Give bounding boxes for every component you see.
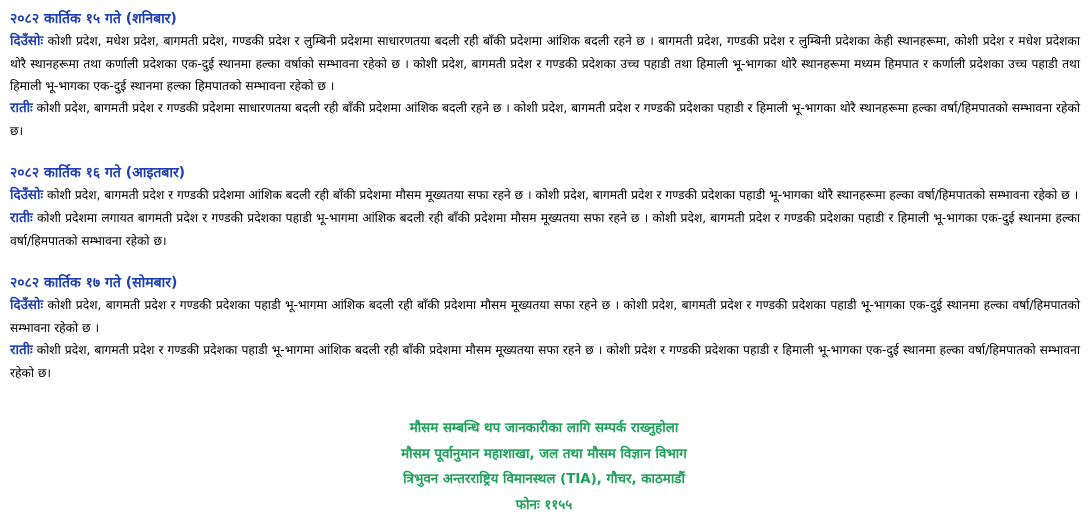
- night-forecast: [10, 207, 1080, 252]
- daytime-text: कोशी प्रदेश, बागमती प्रदेश र गण्डकी प्रदेशका पहाडी भू-भागमा आंशिक बदली रही बाँकी प्रदेशमा मौसम मूख्यतया सफा रहने छ । कोशी प्रदेश, बागमती प्रदेश र गण्डकी प्रदेशका पहाडी भू-भागका एक-दुई स्थानमा हल्का वर्षा/हिमपातको सम्भावना रहेको छ ।: [10, 298, 1080, 335]
- daytime-label: दिउँसोः: [10, 298, 44, 313]
- footer-division: मौसम पूर्वानुमान महाशाखा, जल तथा मौसम विज्ञान विभाग: [401, 446, 687, 462]
- footer-contact-note: मौसम सम्बन्धि थप जानकारीका लागि सम्पर्क राख्नुहोला: [409, 421, 679, 436]
- forecast-day-3: [10, 272, 1080, 384]
- night-label: रातीः: [10, 211, 33, 226]
- footer-address: त्रिभुवन अन्तरराष्ट्रिय विमानस्थल (TIA), गौचर, काठमाडौं: [403, 472, 685, 488]
- daytime-label: दिउँसोः: [10, 188, 44, 203]
- daytime-forecast: [10, 30, 1080, 97]
- footer-phone: फोनः ११५५: [515, 498, 573, 514]
- daytime-forecast: [10, 294, 1080, 339]
- daytime-text: कोशी प्रदेश, मधेश प्रदेश, बागमती प्रदेश, गण्डकी प्रदेश र लुम्बिनी प्रदेशमा साधारणतया बदली रही बाँकी प्रदेशमा आंशिक बदली रहने छ । बागमती प्रदेश, गण्डकी प्रदेश र लुम्बिनी प्रदेशका केही स्थानहरूमा, कोशी प्रदेश र मधेश प्रदेशका थोरै स्थानहरूमा तथा कर्णाली प्रदेशका एक-दुई स्थानमा हल्का वर्षाको सम्भावना रहेको छ । कोशी प्रदेश, बागमती प्रदेश र गण्डकी प्रदेशका उच्च पहाडी तथा हिमाली भू-भागका थोरै स्थानहरूमा मध्यम हिमपात र कर्णाली प्रदेशका उच्च पहाडी तथा हिमाली भू-भागका एक-दुई स्थानमा हल्का हिमपातको सम्भावना रहेको छ ।: [10, 34, 1081, 93]
- date-heading: २०८२ कार्तिक १७ गते (सोमबार): [10, 275, 178, 291]
- night-label: रातीः: [10, 101, 33, 116]
- forecast-day-1: [10, 8, 1080, 142]
- date-heading: २०८२ कार्तिक १६ गते (आइतबार): [10, 165, 186, 181]
- daytime-text: कोशी प्रदेश, बागमती प्रदेश र गण्डकी प्रदेशमा आंशिक बदली रही बाँकी प्रदेशमा मौसम मूख्यतया सफा रहने छ । कोशी प्रदेश, बागमती प्रदेश र गण्डकी प्रदेशका पहाडी भू-भागका थोरै स्थानहरूमा हल्का वर्षा/हिमपातको सम्भावना रहेको छ ।: [43, 188, 1079, 202]
- night-label: रातीः: [10, 343, 33, 358]
- daytime-label: दिउँसोः: [10, 34, 44, 49]
- night-text: कोशी प्रदेशमा लगायत बागमती प्रदेश र गण्डकी प्रदेशका पहाडी भू-भागमा आंशिक बदली रही बाँकी प्रदेशमा मौसम मूख्यतया सफा रहने छ । कोशी प्रदेश, बागमती प्रदेश र गण्डकी प्रदेशका पहाडी र हिमाली भू-भागका एक-दुई स्थानमा हल्का वर्षा/हिमपातको सम्भावना रहेको छ।: [10, 211, 1080, 248]
- night-forecast: [10, 339, 1080, 384]
- date-heading: २०८२ कार्तिक १५ गते (शनिबार): [10, 11, 177, 27]
- contact-footer: [0, 416, 1088, 519]
- daytime-forecast: [10, 184, 1080, 207]
- forecast-day-2: [10, 162, 1080, 252]
- night-text: कोशी प्रदेश, बागमती प्रदेश र गण्डकी प्रदेशका पहाडी भू-भागमा आंशिक बदली रही बाँकी प्रदेशमा मौसम मूख्यतया सफा रहने छ । कोशी प्रदेश र गण्डकी प्रदेशका पहाडी र हिमाली भू-भागका एक-दुई स्थानमा हल्का वर्षा/हिमपातको सम्भावना रहेको छ।: [10, 343, 1080, 380]
- night-forecast: [10, 97, 1080, 142]
- night-text: कोशी प्रदेश, बागमती प्रदेश र गण्डकी प्रदेशमा साधारणतया बदली रही बाँकी प्रदेशमा आंशिक बदली रहने छ । कोशी प्रदेश, बागमती प्रदेश र गण्डकी प्रदेशका पहाडी र हिमाली भू-भागका थोरै स्थानहरूमा हल्का वर्षा/हिमपातको सम्भावना रहेको छ।: [10, 101, 1080, 138]
